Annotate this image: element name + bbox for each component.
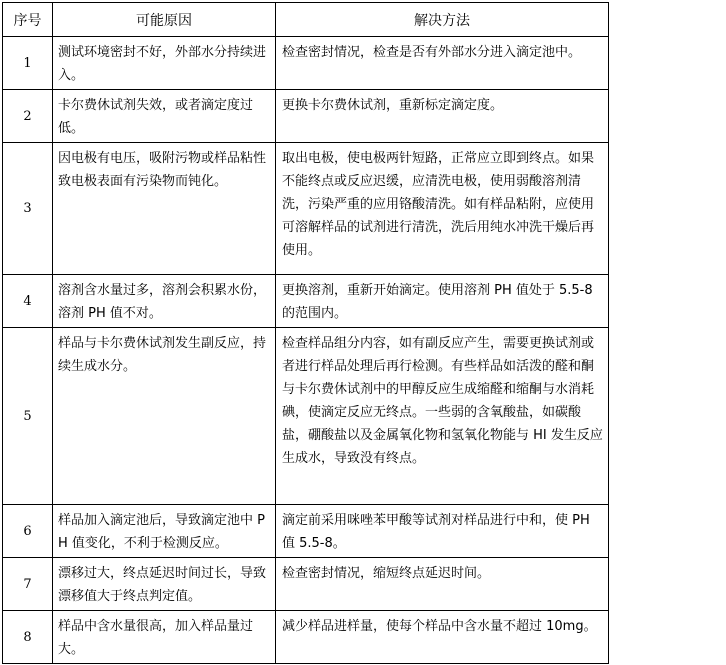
cause-cell: 样品加入滴定池后，导致滴定池中 PH 值变化，不利于检测反应。 (53, 505, 276, 558)
solution-cell: 更换卡尔费休试剂，重新标定滴定度。 (276, 90, 609, 143)
troubleshooting-table (2, 2, 609, 664)
row-number: 7 (3, 558, 53, 611)
table-row (3, 328, 609, 505)
table-row (3, 558, 609, 611)
solution-cell: 更换溶剂，重新开始滴定。使用溶剂 PH 值处于 5.5-8 的范围内。 (276, 275, 609, 328)
solution-cell: 滴定前采用咪唑苯甲酸等试剂对样品进行中和，使 PH 值 5.5-8。 (276, 505, 609, 558)
row-number: 3 (3, 143, 53, 275)
table-row (3, 275, 609, 328)
header-solution: 解决方法 (276, 3, 609, 37)
row-number: 4 (3, 275, 53, 328)
row-number: 5 (3, 328, 53, 505)
solution-cell: 检查密封情况，检查是否有外部水分进入滴定池中。 (276, 37, 609, 90)
row-number: 6 (3, 505, 53, 558)
row-number: 2 (3, 90, 53, 143)
cause-cell: 卡尔费休试剂失效，或者滴定度过低。 (53, 90, 276, 143)
solution-cell: 取出电极，使电极两针短路，正常应立即到终点。如果不能终点或反应迟缓，应清洗电极，使用弱酸溶剂清洗，污染严重的应用铬酸清洗。如有样品粘附，应使用可溶解样品的试剂进行清洗，洗后用纯水冲洗干燥后再使用。 (276, 143, 609, 275)
solution-cell: 减少样品进样量，使每个样品中含水量不超过 10mg。 (276, 611, 609, 664)
header-cause: 可能原因 (53, 3, 276, 37)
table-row (3, 505, 609, 558)
solution-cell: 检查密封情况，缩短终点延迟时间。 (276, 558, 609, 611)
row-number: 1 (3, 37, 53, 90)
table-row (3, 611, 609, 664)
cause-cell: 测试环境密封不好，外部水分持续进入。 (53, 37, 276, 90)
header-index: 序号 (3, 3, 53, 37)
table-row (3, 37, 609, 90)
row-number: 8 (3, 611, 53, 664)
cause-cell: 样品中含水量很高，加入样品量过大。 (53, 611, 276, 664)
table-row (3, 143, 609, 275)
cause-cell: 样品与卡尔费休试剂发生副反应，持续生成水分。 (53, 328, 276, 505)
solution-cell: 检查样品组分内容，如有副反应产生，需要更换试剂或者进行样品处理后再行检测。有些样品如活泼的醛和酮与卡尔费休试剂中的甲醇反应生成缩醛和缩酮与水消耗碘，使滴定反应无终点。一些弱的含氧酸盐，如碳酸盐，硼酸盐以及金属氧化物和氢氧化物能与 HI 发生反应生成水，导致没有终点。 (276, 328, 609, 505)
cause-cell: 因电极有电压，吸附污物或样品粘性致电极表面有污染物而钝化。 (53, 143, 276, 275)
table-row (3, 90, 609, 143)
table-header-row (3, 3, 609, 37)
cause-cell: 溶剂含水量过多，溶剂会积累水份，溶剂 PH 值不对。 (53, 275, 276, 328)
cause-cell: 漂移过大，终点延迟时间过长，导致漂移值大于终点判定值。 (53, 558, 276, 611)
